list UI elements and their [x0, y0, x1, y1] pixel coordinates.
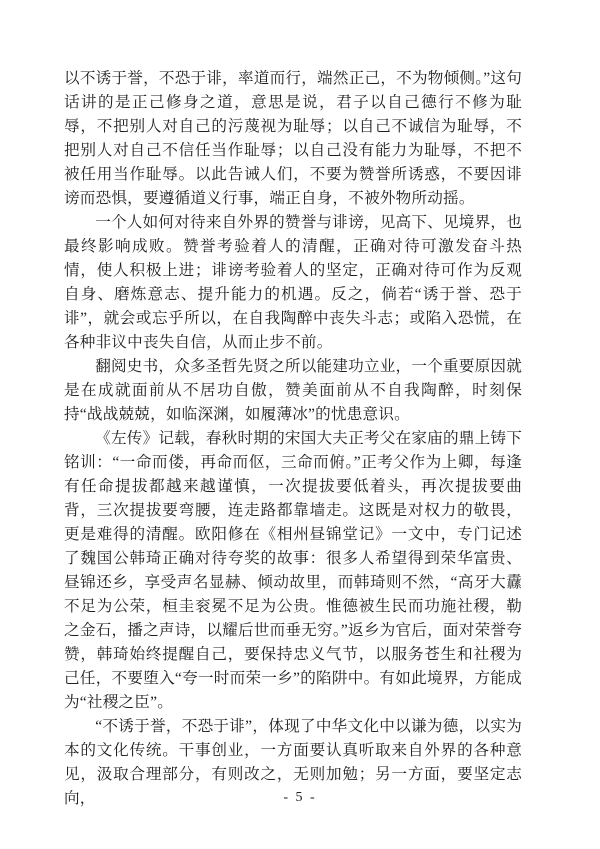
page-number: - 5 - [283, 790, 317, 805]
paragraph: 以不诱于誉，不恐于诽，率道而行，端然正己，不为物倾侧。”这句话讲的是正己修身之道，意思是说，君子以自己德行不修为耻辱，不把别人对自己的污蔑视为耻辱；以自己不诚信为耻辱，不把别人对自己不信任当作耻辱；以自己没有能力为耻辱，不把不被任用当作耻辱。以此告诫人们，不要为赞誉所诱惑，不要因诽谤而恐惧，要遵循道义行事，端正自身，不被外物所动摇。 [64, 70, 522, 207]
document-body [64, 67, 522, 811]
page-footer [0, 788, 600, 806]
paragraph: 翻阅史书，众多圣哲先贤之所以能建功立业，一个重要原因就是在成就面前从不居功自傲，赞美面前从不自我陶醉，时刻保持“战战兢兢，如临深渊，如履薄冰”的忧患意识。 [64, 358, 522, 423]
paragraph: “不诱于誉，不恐于诽”，体现了中华文化中以谦为德，以实为本的文化传统。干事创业，一方面要认真听取来自外界的各种意见，汲取合理部分，有则改之，无则加勉；另一方面，要坚定志向， [64, 718, 522, 807]
paragraph: 《左传》记载，春秋时期的宋国大夫正考父在家庙的鼎上铸下铭训：“一命而偻，再命而伛，三命而俯。”正考父作为上卿，每逢有任命提拔都越来越谨慎，一次提拔要低着头，再次提拔要曲背，三次提拔要弯腰，连走路都靠墙走。这既是对权力的敬畏，更是难得的清醒。欧阳修在《相州昼锦堂记》一文中，专门记述了魏国公韩琦正确对待夸奖的故事：很多人希望得到荣华富贵、昼锦还乡，享受声名显赫、倾动故里，而韩琦则不然，“高牙大纛不足为公荣，桓圭衮冕不足为公贵。惟德被生民而功施社稷，勒之金石，播之声诗，以耀后世而垂无穷。”返乡为官后，面对荣誉夸赞，韩琦始终提醒自己，要保持忠义气节，以服务苍生和社稷为己任，不要堕入“夸一时而荣一乡”的陷阱中。有如此境界，方能成为“社稷之臣”。 [64, 430, 522, 711]
paragraph: 一个人如何对待来自外界的赞誉与诽谤，见高下、见境界，也最终影响成败。赞誉考验着人的清醒，正确对待可激发奋斗热情，使人积极上进；诽谤考验着人的坚定，正确对待可作为反观自身、磨炼意志、提升能力的机遇。反之，倘若“诱于誉、恐于诽”，就会或忘乎所以，在自我陶醉中丧失斗志；或陷入恐慌，在各种非议中丧失自信，从而止步不前。 [64, 214, 522, 351]
